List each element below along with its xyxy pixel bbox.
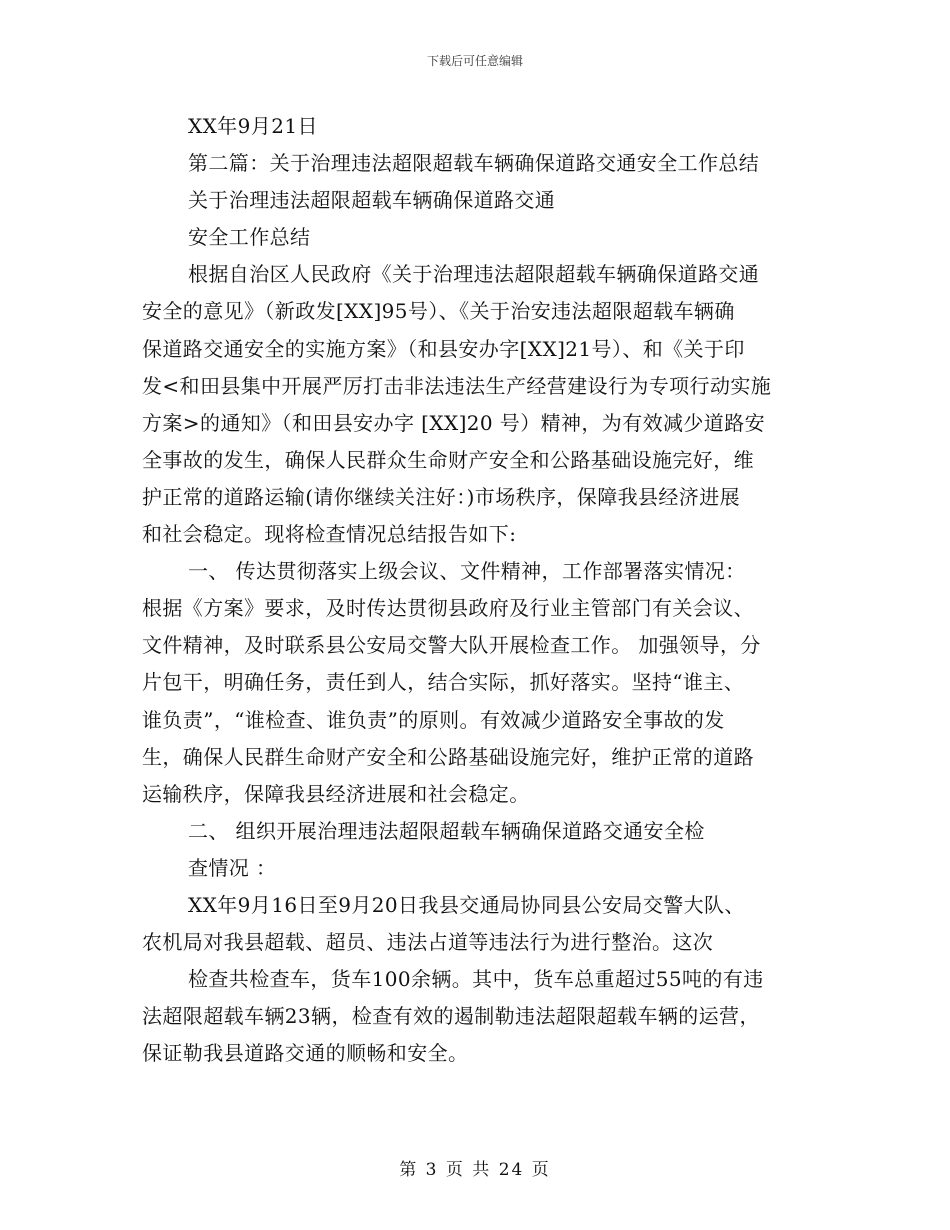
paragraph-line: 全事故的发生，确保人民群众生命财产安全和公路基础设施完好，维 bbox=[142, 447, 754, 472]
paragraph-line: 安全的意见》（新政发[XX]95号）、《关于治安违法超限超载车辆确 bbox=[142, 299, 735, 324]
heading-line-2: 安全工作总结 bbox=[188, 225, 311, 250]
paragraph-line: XX年9月16日至9月20日我县交通局协同县公安局交警大队、 bbox=[188, 892, 745, 917]
paragraph-line: 检查共检查车，货车100余辆。其中，货车总重超过55吨的有违 bbox=[188, 967, 764, 992]
paragraph-line: 护正常的道路运输(请你继续关注好：)市场秩序，保障我县经济进展 bbox=[142, 484, 741, 509]
paragraph-line: 生，确保人民群生命财产安全和公路基础设施完好，维护正常的道路 bbox=[142, 744, 754, 769]
paragraph-line: 法超限超载车辆23辆，检查有效的遏制勒违法超限超载车辆的运营， bbox=[142, 1004, 760, 1029]
paragraph-line: 保道路交通安全的实施方案》（和县安办字[XX]21号）、和《关于印 bbox=[142, 336, 745, 361]
date-line: XX年9月21日 bbox=[188, 114, 318, 138]
page-number: 第 3 页 共 24 页 bbox=[399, 1160, 551, 1180]
page-header-note: 下载后可任意编辑 bbox=[426, 54, 523, 68]
paragraph-line: 和社会稳定。现将检查情况总结报告如下: bbox=[142, 522, 517, 547]
paragraph-line: 根据《方案》要求，及时传达贯彻县政府及行业主管部门有关会议、 bbox=[142, 596, 754, 621]
paragraph-line: 方案>的通知》（和田县安办字 [XX]20 号）精神，为有效减少道路安 bbox=[142, 410, 766, 435]
paragraph-line: 片包干，明确任务，责任到人，结合实际，抓好落实。坚持“谁主、 bbox=[142, 670, 745, 695]
paragraph-line: 谁负责”，“谁检查、谁负责”的原则。有效减少道路安全事故的发 bbox=[142, 707, 725, 732]
paragraph-line: 农机局对我县超载、超员、违法占道等违法行为进行整治。这次 bbox=[142, 930, 714, 955]
paragraph-line: 文件精神，及时联系县公安局交警大队开展检查工作。 加强领导，分 bbox=[142, 633, 761, 658]
heading-line-1: 关于治理违法超限超载车辆确保道路交通 bbox=[188, 188, 556, 213]
section-heading-2-cont: 查情况 ： bbox=[188, 855, 277, 880]
section-heading-1: 一、 传达贯彻落实上级会议、文件精神，工作部署落实情况： bbox=[188, 559, 746, 584]
paragraph-line: 根据自治区人民政府《关于治理违法超限超载车辆确保道路交通 bbox=[188, 262, 760, 287]
paragraph-line: 保证勒我县道路交通的顺畅和安全。 bbox=[142, 1041, 469, 1066]
document-body bbox=[142, 108, 812, 1072]
section-heading-2: 二、 组织开展治理违法超限超载车辆确保道路交通安全检 bbox=[188, 818, 705, 843]
section-title: 第二篇：关于治理违法超限超载车辆确保道路交通安全工作总结 bbox=[188, 151, 760, 176]
paragraph-line: 发<和田县集中开展严厉打击非法违法生产经营建设行为专项行动实施 bbox=[142, 373, 772, 398]
paragraph-line: 运输秩序，保障我县经济进展和社会稳定。 bbox=[142, 781, 530, 806]
